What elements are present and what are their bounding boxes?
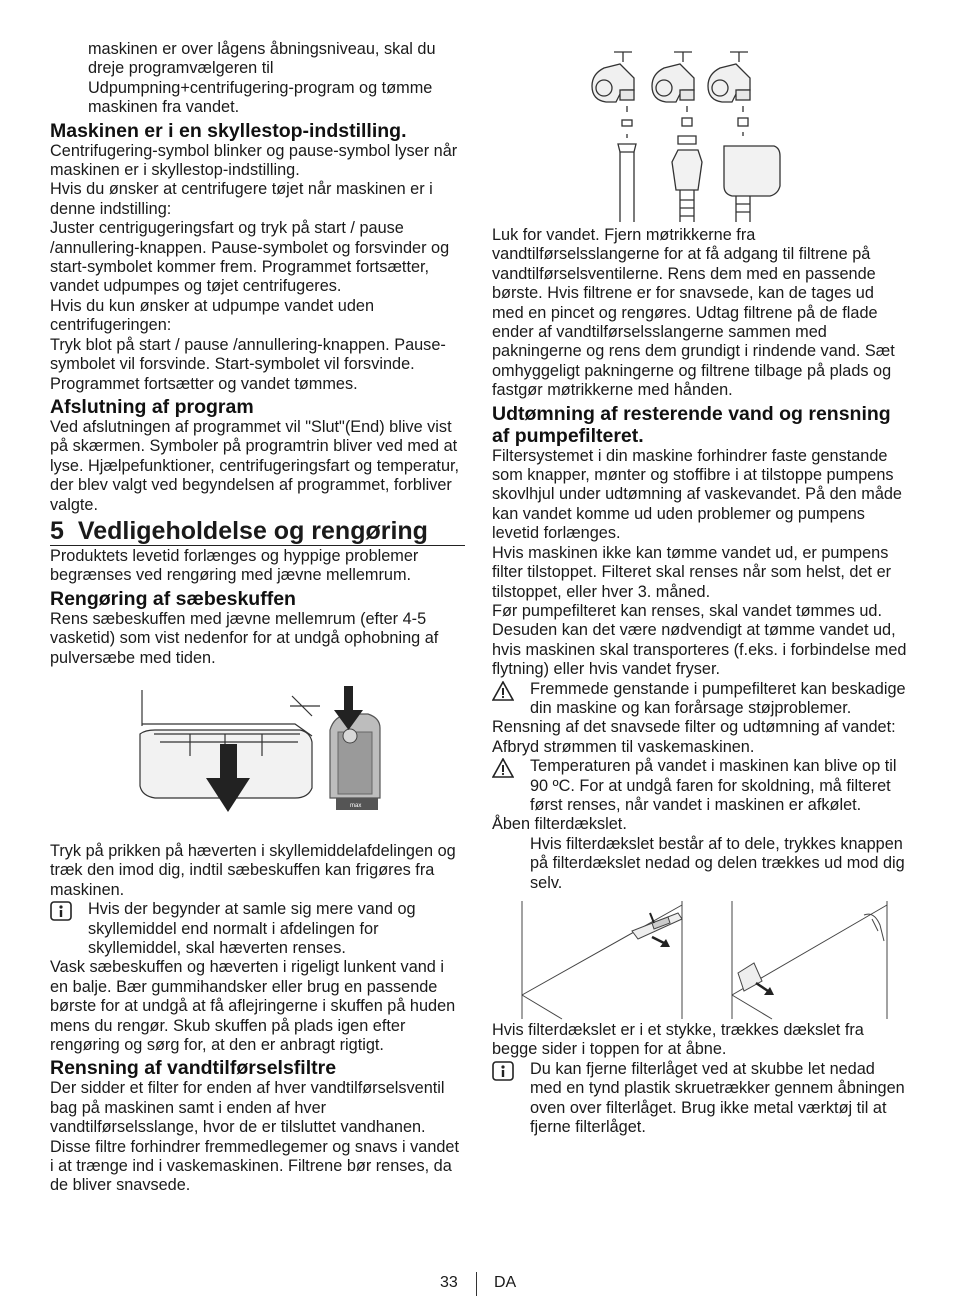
right-column [492,40,910,1137]
paragraph: Luk for vandet. Fjern møtrikkerne fra vandtilførselsslangerne for at få adgang til filtrene på vandtilførselsventilerne. Rens dem med en passende børste. Hvis filtrene er for snavsede, kan de tages ud med en pincet og rengøres. Udtag filtrene på de flade ender af vandtilførselsslangerne sammen med pakningerne og rens dem grundigt i rindende vand. Sæt omhyggeligt pakningerne og filtrene tilbage på plads og fastgør møtrikkerne med hånden. [492,226,895,400]
max-label: max [350,802,362,809]
paragraph: Rensning af det snavsede filter og udtømning af vandet: [492,718,896,737]
paragraph: Afbryd strømmen til vaskemaskinen. [492,737,755,756]
left-column [50,40,465,1196]
info-icon [492,1061,514,1081]
detergent-drawer-illustration [50,686,465,828]
heading-detergent-drawer: Rengøring af sæbeskuffen [50,587,296,610]
info-note-text: Hvis der begynder at samle sig mere vand og skyllemiddel end normalt i afdelingen for skyllemiddel, skal hæverten renses. [88,900,416,957]
paragraph: Rens sæbeskuffen med jævne mellemrum (efter 4-5 vasketid) som vist nedenfor for at undgå ophobning af pulversæbe med tiden. [50,609,439,667]
paragraph: Tryk på prikken på hæverten i skyllemiddelafdelingen og træk den imod dig, indtil sæbeskuffen kan frigøres fra maskinen. [50,841,456,899]
paragraph: Hvis filterdækslet er i et stykke, trækkes dækslet fra begge sider i toppen for at åbne. [492,1021,864,1059]
heading-rinse-hold: Maskinen er i en skyllestop-indstilling. [50,119,407,142]
section-number: 5 [50,516,64,545]
paragraph: Der sidder et filter for enden af hver vandtilførselsventil bag på maskinen samt i enden af hver vandtilførselsslange, hvor de er tilsluttet vandhanen. Disse filtre forhindrer fremmedlegemer og snavs i vandet i at trænge ind i vaskemaskinen. Filtrene bør renses, da de bliver snavsede. [50,1079,460,1195]
warning-note [492,757,910,815]
info-note-text: Du kan fjerne filterlåget ved at skubbe let nedad med en tynd plastik skruetrækker gennem åbningen oven over filterlåget. Brug ikke metal værktøj til at fjerne filterlåget. [530,1059,905,1137]
section-heading [50,517,465,546]
heading-pump-filter: Udtømning af resterende vand og rensning af pumpefilteret. [492,402,891,447]
paragraph: Tryk blot på start / pause /annullering-knappen. Pause-symbolet vil forsvinde. Start-symbolet vil forsvinde. Programmet fortsætter og vandet tømmes. [50,335,446,393]
language-code: DA [494,1274,517,1291]
paragraph: Hvis du kun ønsker at udpumpe vandet uden centrifugeringen: [50,296,375,335]
paragraph: maskinen er over lågens åbningsniveau, skal du dreje programvælgeren til Udpumpning+centrifugering-program og tømme maskinen fra vandet. [88,40,436,117]
info-icon [50,901,72,921]
heading-inlet-filters: Rensning af vandtilførselsfiltre [50,1057,337,1080]
section-title: Vedligeholdelse og rengøring [77,516,428,545]
paragraph: Desuden kan det være nødvendigt at tømme vandet ud, hvis maskinen skal transporteres (f.eks. i forbindelse med flytning) eller hvis vandet fryser. [492,621,907,679]
paragraph: Hvis maskinen ikke kan tømme vandet ud, er pumpens filter tilstoppet. Filteret skal renses når som helst, det er tilstoppet, eller hver 3. måned. [492,543,892,601]
paragraph: Filtersystemet i din maskine forhindrer faste genstande som knapper, mønter og stoffibre i at tilstoppe pumpens skovlhjul under udtømning af vaskevandet. På den måde kan vandet komme ud uden problemer og pumpens levetid forlænges. [492,446,902,543]
paragraph: Hvis filterdækslet består af to dele, trykkes knappen på filterdækslet nedad og delen trækkes ud mod dig selv. [530,834,905,892]
heading-end-of-program: Afslutning af program [50,395,254,418]
warning-note [492,680,910,719]
warning-note-text: Temperaturen på vandet i maskinen kan blive op til 90 ºC. For at undgå faren for skoldning, må filteret først renses, når vandet i maskinen er afkølet. [530,757,897,814]
paragraph: Før pumpefilteret kan renses, skal vandet tømmes ud. [492,601,882,620]
paragraph: Juster centrigugeringsfart og tryk på start / pause /annullering-knappen. Pause-symbolet og forsvinder og start-symbolet kommer frem. Programmet fortsætter, vandet udpumpes og tøjet centrifugeres. [50,219,450,296]
footer-divider [476,1272,477,1296]
paragraph: Produktets levetid forlænges og hyppige problemer begrænses ved rengøring med jævne mellemrum. [50,546,419,585]
warning-note-text: Fremmede genstande i pumpefilteret kan beskadige din maskine og kan forårsage støjproblemer. [530,679,906,717]
water-tap-filters-illustration [492,40,910,226]
paragraph: Ved afslutningen af programmet vil "Slut"(End) blive vist på skærmen. Symboler på programtrin bliver ved med at lyse. Hjælpefunktioner, centrifugeringsfart og temperatur, der blev valgt ved begyndelsen af programmet, forbliver valgte. [50,417,460,514]
paragraph: Vask sæbeskuffen og hæverten i rigeligt lunkent vand i en balje. Bær gummihandsker eller brug en passende børste for at undgå at få aflejringerne i skuffen på huden mens du rengør. Skub skuffen på plads igen efter rengøring og sørg for, at den er anbragt rigtigt. [50,958,456,1055]
filter-cover-illustration [492,901,910,1021]
paragraph: Hvis du ønsker at centrifugere tøjet når maskinen er i denne indstilling: [50,180,433,218]
page-number: 33 [440,1274,458,1291]
info-note [492,1060,910,1138]
paragraph: Åben filterdækslet. [492,815,627,834]
warning-icon [492,681,514,701]
info-note [50,900,465,958]
warning-icon [492,758,514,778]
paragraph: Centrifugering-symbol blinker og pause-symbol lyser når maskinen er i skyllestop-indstilling. [50,141,458,180]
